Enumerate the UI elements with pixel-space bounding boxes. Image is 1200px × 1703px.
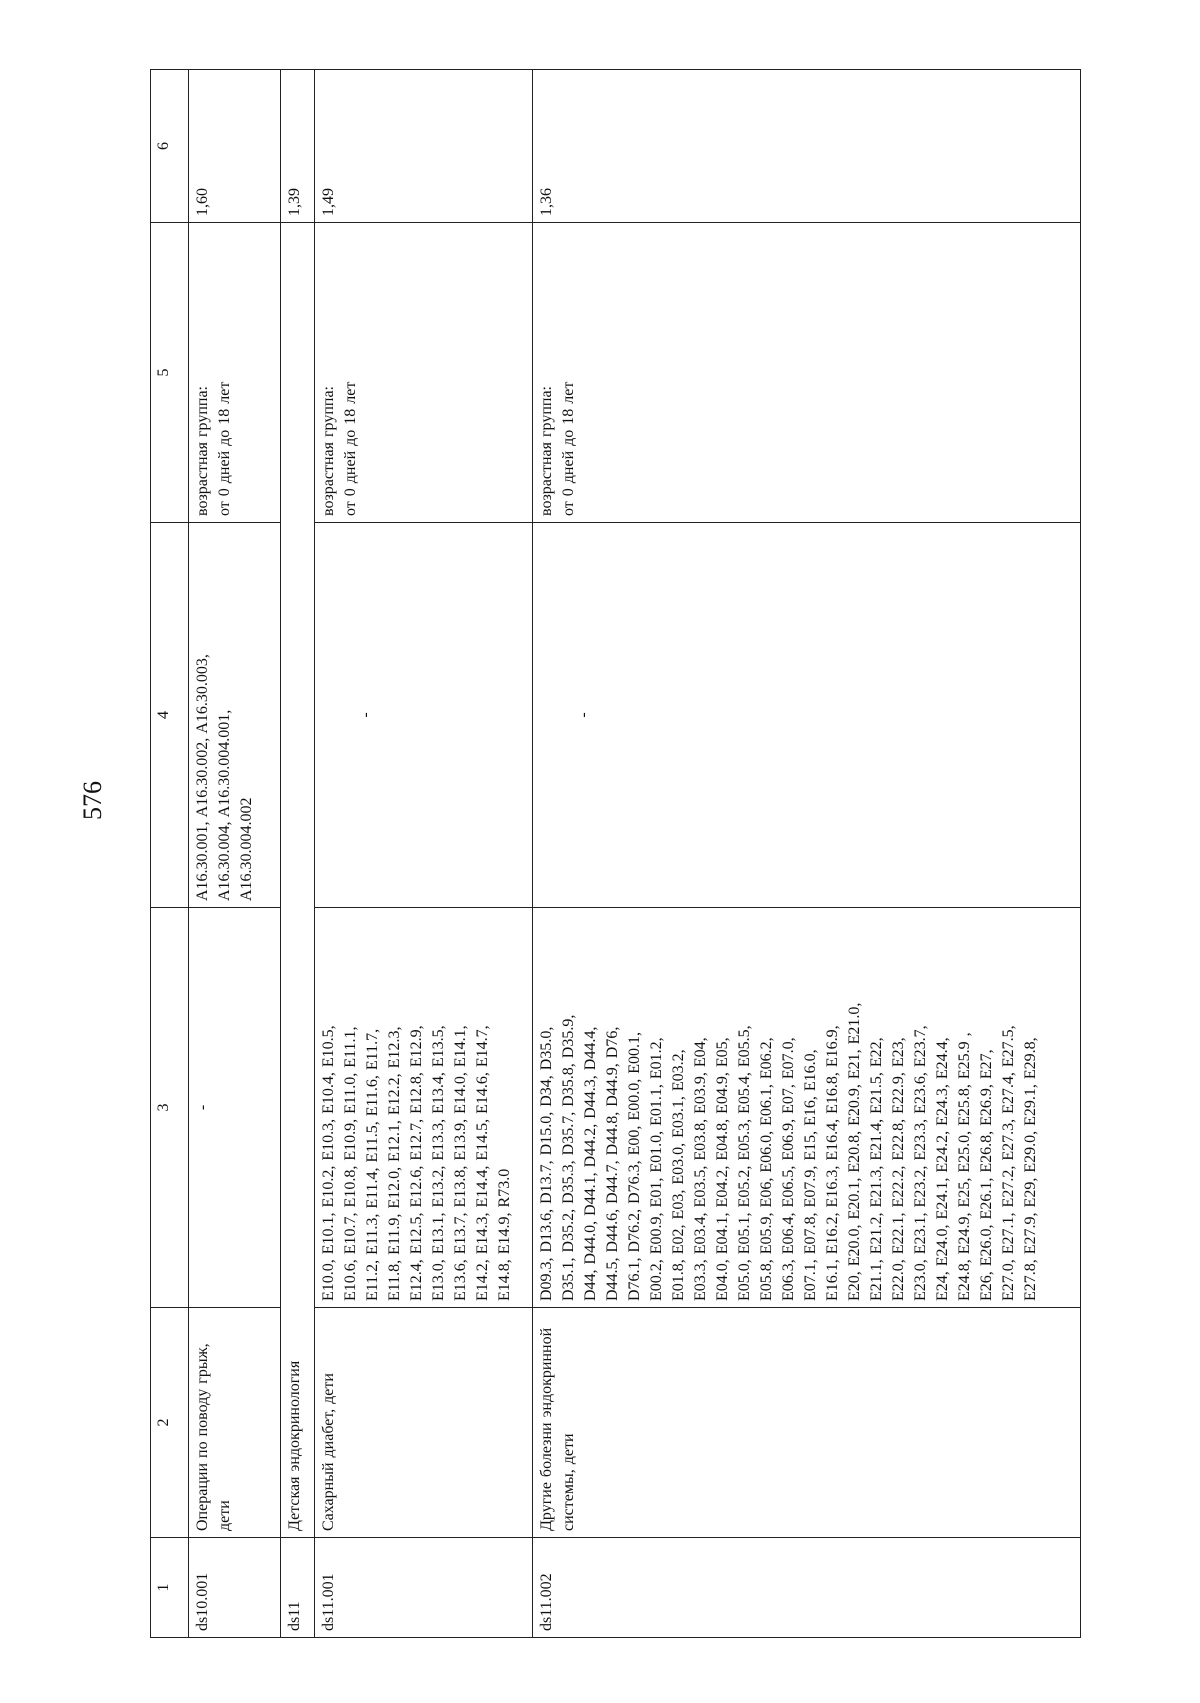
header-col-3: 3	[151, 908, 189, 1308]
diagnosis-line: E05.8, E05.9, E06, E06.0, E06.1, E06.2,	[758, 1037, 775, 1301]
header-row	[151, 70, 189, 1638]
header-col-5: 5	[151, 223, 189, 523]
service-line: A16.30.004.002	[238, 797, 255, 901]
diagnosis-line: E10.0, E10.1, E10.2, E10.3, E10.4, E10.5,	[320, 1025, 337, 1301]
diagnosis-line: E22.0, E22.1, E22.2, E22.8, E22.9, E23,	[890, 1037, 907, 1301]
diagnosis-line: E24, E24.0, E24.1, E24.2, E24.3, E24.4,	[934, 1037, 951, 1301]
diagnosis-line: E13.0, E13.1, E13.2, E13.3, E13.4, E13.5,	[430, 1025, 447, 1301]
rotated-table-container	[150, 70, 1085, 1638]
table-row	[189, 70, 281, 1638]
tariff-table	[150, 69, 1081, 1638]
row-code: ds11.002	[533, 1538, 1081, 1638]
diagnosis-line: D35.1, D35.2, D35.3, D35.7, D35.8, D35.9,	[560, 1014, 577, 1301]
row-code: ds11	[281, 1538, 315, 1638]
diagnosis-line: E05.0, E05.1, E05.2, E05.3, E05.4, E05.5,	[736, 1025, 753, 1301]
diagnosis-line: E03.3, E03.4, E03.5, E03.8, E03.9, E04,	[692, 1037, 709, 1301]
row-code: ds10.001	[189, 1538, 281, 1638]
diagnosis-line: E12.4, E12.5, E12.6, E12.7, E12.8, E12.9,	[408, 1025, 425, 1301]
diagnosis-line: -	[194, 1104, 211, 1111]
diagnosis-line: E07.1, E07.8, E07.9, E15, E16, E16.0,	[802, 1049, 819, 1301]
row-coefficient: 1,36	[533, 70, 1081, 223]
diagnosis-line: E11.2, E11.3, E11.4, E11.5, E11.6, E11.7,	[364, 1028, 381, 1301]
diagnosis-line: E10.6, E10.7, E10.8, E10.9, E11.0, E11.1,	[342, 1026, 359, 1301]
table-row	[533, 70, 1081, 1638]
row-diagnoses	[315, 908, 533, 1308]
diagnosis-line: E14.8, E14.9, R73.0	[496, 1168, 513, 1301]
diagnosis-line: E00.2, E00.9, E01, E01.0, E01.1, E01.2,	[648, 1037, 665, 1301]
row-criteria	[189, 223, 281, 523]
row-coefficient: 1,39	[281, 70, 315, 223]
page-number: 576	[78, 781, 107, 820]
diagnosis-line: E04.0, E04.1, E04.2, E04.8, E04.9, E05,	[714, 1037, 731, 1301]
diagnosis-line: E01.8, E02, E03, E03.0, E03.1, E03.2,	[670, 1049, 687, 1301]
diagnosis-line: E27.0, E27.1, E27.2, E27.3, E27.4, E27.5,	[1000, 1025, 1017, 1301]
table-row	[281, 70, 315, 1638]
criteria-line: от 0 дней до 18 лет	[342, 381, 359, 516]
table-row	[315, 70, 533, 1638]
row-name: Операции по поводу грыж, дети	[189, 1308, 281, 1538]
header-col-1: 1	[151, 1538, 189, 1638]
row-name: Сахарный диабет, дети	[315, 1308, 533, 1538]
row-coefficient: 1,60	[189, 70, 281, 223]
header-col-6: 6	[151, 70, 189, 223]
criteria-line: возрастная группа:	[538, 385, 555, 516]
service-line: A16.30.004, A16.30.004.001,	[216, 709, 233, 901]
row-name: Другие болезни эндокринной системы, дети	[533, 1308, 1081, 1538]
diagnosis-line: D76.1, D76.2, D76.3, E00, E00.0, E00.1,	[626, 1032, 643, 1301]
row-services	[533, 523, 1081, 908]
diagnosis-line: E14.2, E14.3, E14.4, E14.5, E14.6, E14.7,	[474, 1025, 491, 1301]
row-coefficient: 1,49	[315, 70, 533, 223]
row-services	[315, 523, 533, 908]
diagnosis-line: E26, E26.0, E26.1, E26.8, E26.9, E27,	[978, 1049, 995, 1301]
diagnosis-line: E16.1, E16.2, E16.3, E16.4, E16.8, E16.9,	[824, 1025, 841, 1301]
diagnosis-line: E23.0, E23.1, E23.2, E23.3, E23.6, E23.7,	[912, 1025, 929, 1301]
diagnosis-line: D44, D44.0, D44.1, D44.2, D44.3, D44.4,	[582, 1026, 599, 1301]
header-col-4: 4	[151, 523, 189, 908]
row-diagnoses	[189, 908, 281, 1308]
diagnosis-line: D44.5, D44.6, D44.7, D44.8, D44.9, D76,	[604, 1026, 621, 1301]
diagnosis-line: E24.8, E24.9, E25, E25.0, E25.8, E25.9 ,	[956, 1032, 973, 1301]
row-criteria	[315, 223, 533, 523]
row-diagnoses	[533, 908, 1081, 1308]
criteria-line: от 0 дней до 18 лет	[560, 381, 577, 516]
diagnosis-line: E20, E20.0, E20.1, E20.8, E20.9, E21, E21.0,	[846, 1002, 863, 1301]
row-criteria	[533, 223, 1081, 523]
criteria-line: возрастная группа:	[320, 385, 337, 516]
diagnosis-line: E21.1, E21.2, E21.3, E21.4, E21.5, E22,	[868, 1037, 885, 1301]
row-services	[189, 523, 281, 908]
row-code: ds11.001	[315, 1538, 533, 1638]
diagnosis-line: E11.8, E11.9, E12.0, E12.1, E12.2, E12.3,	[386, 1026, 403, 1301]
criteria-line: от 0 дней до 18 лет	[216, 381, 233, 516]
service-line: -	[575, 712, 592, 718]
header-col-2: 2	[151, 1308, 189, 1538]
criteria-line: возрастная группа:	[194, 385, 211, 516]
service-line: -	[357, 712, 374, 718]
diagnosis-line: D09.3, D13.6, D13.7, D15.0, D34, D35.0,	[538, 1026, 555, 1301]
diagnosis-line: E27.8, E27.9, E29, E29.0, E29.1, E29.8,	[1022, 1037, 1039, 1301]
diagnosis-line: E06.3, E06.4, E06.5, E06.9, E07, E07.0,	[780, 1037, 797, 1301]
row-name: Детская эндокринология	[281, 223, 315, 1538]
diagnosis-line: E13.6, E13.7, E13.8, E13.9, E14.0, E14.1,	[452, 1025, 469, 1301]
service-line: A16.30.001, A16.30.002, A16.30.003,	[194, 654, 211, 901]
